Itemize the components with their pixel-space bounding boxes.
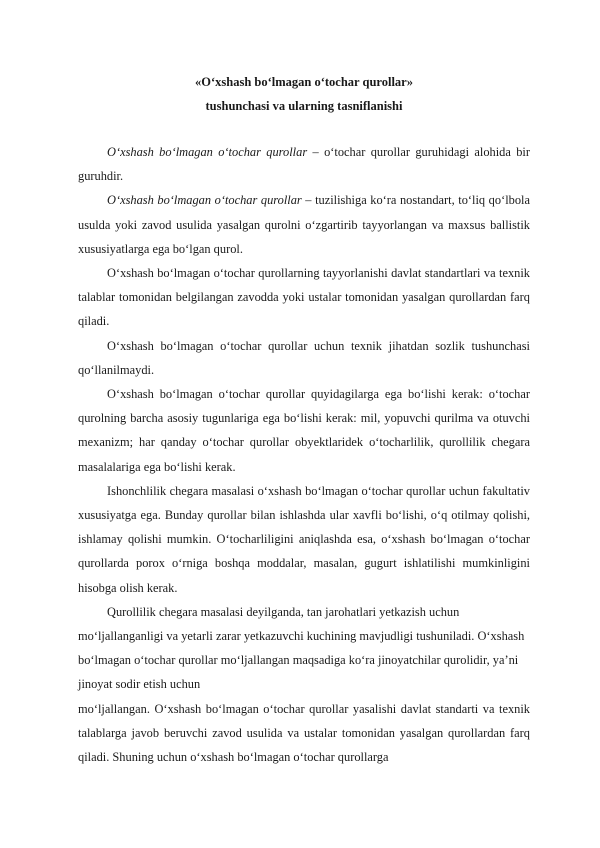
title-line-2: tushunchasi va ularning tasniflanishi	[205, 99, 403, 113]
title-line-1: «O‘xshash bo‘lmagan o‘tochar qurollar»	[195, 75, 413, 89]
definition-text: – tuzilishiga ko‘ra nostandart, to‘liq qo‘lbola usulda yoki zavod usulida yasalgan qurolni o‘zgartirib tayyorlangan va maxsus ballistik xususiyatlarga ega bo‘lgan qurol.	[78, 193, 530, 256]
document-title	[78, 70, 530, 118]
paragraph-8: mo‘ljallangan. O‘xshash bo‘lmagan o‘tochar qurollar yasalishi davlat standarti va texnik talablarga javob beruvchi zavod usulida va ustalar tomonidan yasalgan qurollardan farq qiladi. Shuning uchun o‘xshash bo‘lmagan o‘tochar qurollarga	[78, 701, 530, 765]
defined-term: O‘xshash bo‘lmagan o‘tochar qurollar	[107, 193, 302, 208]
defined-term: O‘xshash bo‘lmagan o‘tochar qurollar	[107, 145, 308, 159]
paragraph-4: O‘xshash bo‘lmagan o‘tochar qurollar uchun texnik jihatdan sozlik tushunchasi qo‘llanilmaydi.	[78, 338, 530, 377]
paragraph-definition-1	[78, 140, 530, 188]
paragraph-7: Qurollilik chegara masalasi deyilganda, tan jarohatlari yetkazish uchun mo‘ljallanganligi va yetarli zarar yetkazuvchi kuchining mavjudligi tushuniladi. O‘xshash bo‘lmagan o‘tochar qurollar mo‘ljallangan maqsadiga ko‘ra jinoyatchilar qurolidir, ya’ni jinoyat sodir etish uchun	[78, 604, 525, 692]
paragraph-5: O‘xshash bo‘lmagan o‘tochar qurollar quyidagilarga ega bo‘lishi kerak: o‘tochar qurolning barcha asosiy tugunlariga ega bo‘lishi kerak: mil, yopuvchi qurilma va otuvchi mexanizm; har qanday o‘tochar qurollar obyektlaridek o‘tocharlilik, qurollilik chegara masalalariga ega bo‘lishi kerak.	[78, 387, 530, 474]
paragraph-6: Ishonchlilik chegara masalasi o‘xshash bo‘lmagan o‘tochar qurollar uchun fakultativ xususiyatga ega. Bunday qurollar bilan ishlashda ular xavfli bo‘lishi, o‘q otilmay qolishi, ishlamay qolishi mumkin. O‘tocharliligini aniqlashda esa, o‘xshash bo‘lmagan o‘tochar qurollarda porox o‘rniga boshqa moddalar, masalan, gugurt ishlatilishi mumkinligini hisobga olish kerak.	[78, 483, 530, 595]
document-page	[78, 70, 530, 769]
paragraph-definition-2	[78, 188, 530, 261]
definition-text: – o‘tochar qurollar guruhidagi alohida bir guruhdir.	[78, 145, 530, 184]
paragraph-3: O‘xshash bo‘lmagan o‘tochar qurollarning tayyorlanishi davlat standartlari va texnik talablar tomonidan belgilangan zavodda yoki ustalar tomonidan yasalgan qurollardan farq qiladi.	[78, 266, 530, 329]
